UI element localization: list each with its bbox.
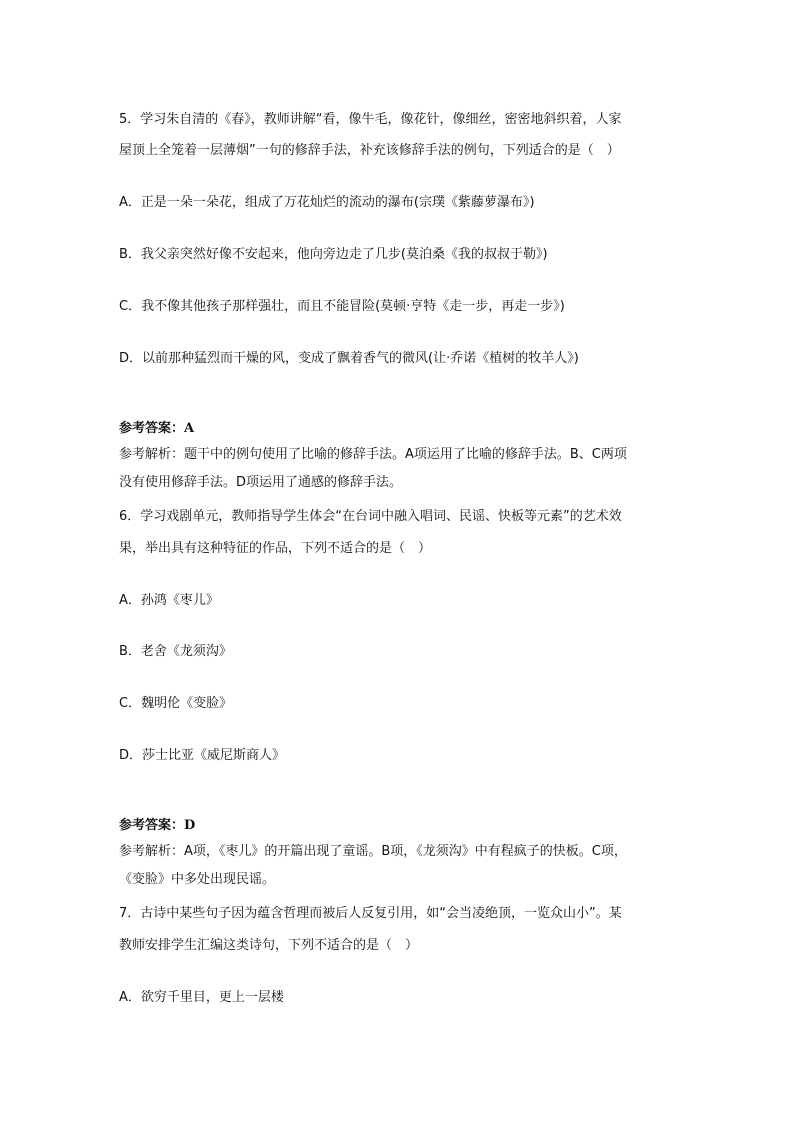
question-5-stem-line-1: 5．学习朱自清的《春》，教师讲解“看，像牛毛，像花针，像细丝，密密地斜织着，人家 [119, 112, 622, 127]
question-6-option-d: D．莎士比亚《威尼斯商人》 [119, 748, 286, 763]
question-7-option-a: A．欲穷千里目，更上一层楼 [119, 990, 284, 1005]
question-6-stem-line-1: 6．学习戏剧单元，教师指导学生体会“在台词中融入唱词、民谣、快板等元素”的艺术效 [119, 509, 622, 524]
question-5-analysis-line-1: 参考解析：题干中的例句使用了比喻的修辞手法。A项运用了比喻的修辞手法。B、C两项 [119, 447, 627, 462]
question-6-stem-line-2: 果，举出具有这种特征的作品，下列不适合的是（ ） [119, 541, 432, 556]
question-5-option-b: B．我父亲突然好像不安起来，他向旁边走了几步(莫泊桑《我的叔叔于勒》) [119, 247, 548, 262]
question-6-analysis-line-1: 参考解析：A项，《枣儿》的开篇出现了童谣。B项，《龙须沟》中有程疯子的快板。C项， [119, 844, 627, 859]
question-5-option-a: A．正是一朵一朵花，组成了万花灿烂的流动的瀑布(宗璞《紫藤萝瀑布》) [119, 195, 535, 210]
question-5-option-c: C．我不像其他孩子那样强壮，而且不能冒险(莫顿·亨特《走一步，再走一步》) [119, 299, 565, 314]
question-6-option-b: B．老舍《龙须沟》 [119, 644, 232, 659]
question-7-stem-line-1: 7．古诗中某些句子因为蕴含哲理而被后人反复引用，如“会当凌绝顶，一览众山小”。某 [119, 906, 622, 921]
question-5-option-d: D．以前那种猛烈而干燥的风，变成了飘着香气的微风(让·乔诺《植树的牧羊人》) [119, 351, 579, 366]
question-6-answer: 参考答案：D [119, 818, 196, 833]
question-5-answer: 参考答案：A [119, 421, 195, 436]
question-6-option-a: A．孙鸿《枣儿》 [119, 593, 219, 608]
question-6-analysis-line-2: 《变脸》中多处出现民谣。 [119, 872, 276, 887]
question-7-stem-line-2: 教师安排学生汇编这类诗句，下列不适合的是（ ） [119, 938, 419, 953]
question-5-analysis-line-2: 没有使用修辞手法。D项运用了通感的修辞手法。 [119, 475, 403, 490]
question-5-stem-line-2: 屋顶上全笼着一层薄烟”一句的修辞手法，补充该修辞手法的例句，下列适合的是（ ） [119, 143, 620, 158]
question-6-option-c: C．魏明伦《变脸》 [119, 696, 233, 711]
